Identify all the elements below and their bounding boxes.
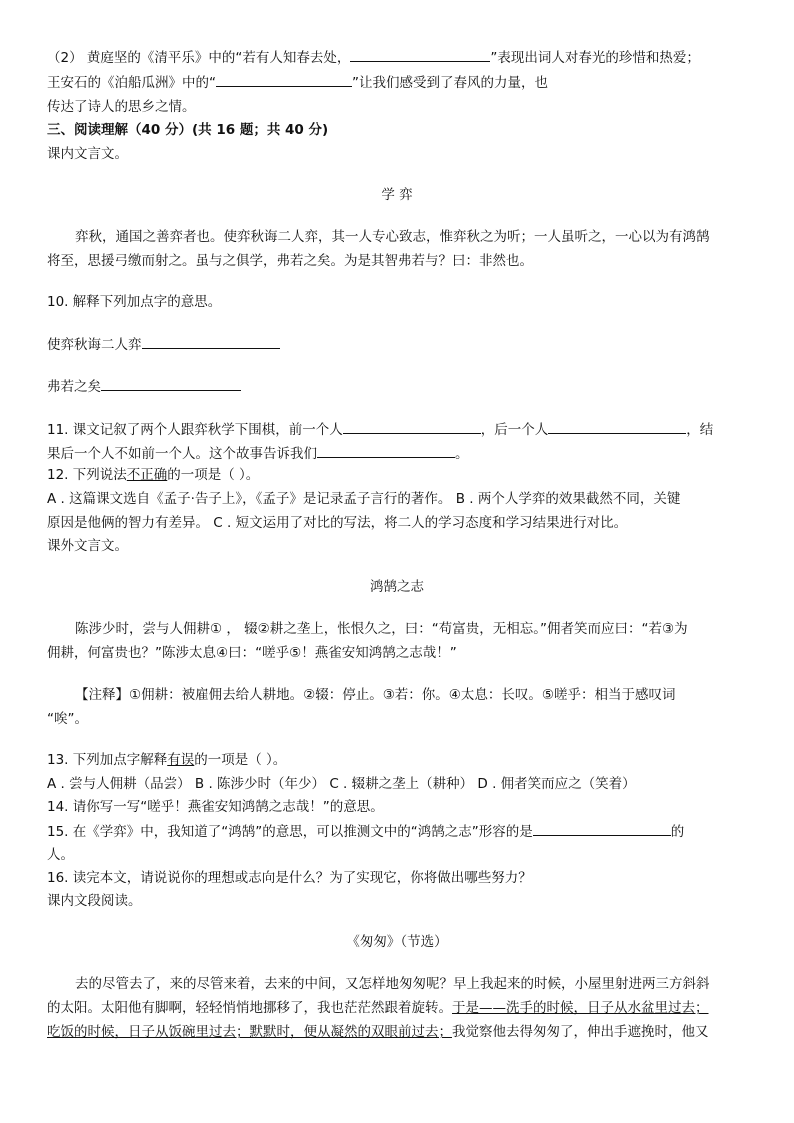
passage-line: 将至，思援弓缴而射之。虽与之俱学，弗若之矣。为是其智弗若与？曰：非然也。 — [47, 253, 533, 269]
question-13-options[interactable]: A . 尝与人佣耕（品尝） B . 陈涉少时（年少） C . 辍耕之垄上（耕种） D . 佣者笑而应之（笑着） — [47, 776, 636, 792]
poetry-question-line-1 — [47, 47, 700, 68]
question-item-text: 使弈秋诲二人弈 — [47, 337, 142, 353]
underlined-keyword: 有误 — [167, 752, 195, 768]
section-intro: 课内文段阅读。 — [47, 893, 142, 909]
answer-blank[interactable] — [216, 72, 352, 87]
passage-text: 的太阳。太阳他有脚啊，轻轻悄悄地挪移了，我也茫茫然跟着旋转。 — [47, 1000, 452, 1016]
underlined-passage-text: 于是——洗手的时候，日子从水盆里过去； — [452, 1000, 709, 1016]
answer-blank[interactable] — [101, 376, 241, 391]
question-text: ，结 — [686, 422, 714, 438]
poetry-text: （2） 黄庭坚的《清平乐》中的“若有人知春去处， — [47, 50, 351, 66]
question-item-text: 弗若之矣 — [47, 379, 101, 395]
question-text: 11. 课文记叙了两个人跟弈秋学下围棋，前一个人 — [47, 422, 343, 438]
passage-line: 佣耕，何富贵也？”陈涉太息④曰：“嗟乎⑤！燕雀安知鸿鹄之志哉！” — [47, 645, 457, 661]
question-11-line-2 — [47, 443, 469, 464]
answer-blank[interactable] — [350, 47, 490, 62]
question-15-line-1 — [47, 821, 684, 842]
passage-title: 学 弈 — [381, 187, 413, 203]
poetry-text: ”让我们感受到了春风的力量，也 — [352, 75, 548, 91]
question-10-item-b — [47, 376, 241, 397]
question-16: 16. 读完本文，请说说你的理想或志向是什么？为了实现它，你将做出哪些努力？ — [47, 870, 532, 886]
passage-line: 去的尽管去了，来的尽管来着，去来的中间，又怎样地匆匆呢？早上我起来的时候，小屋里射进两三方斜斜 — [75, 976, 710, 992]
section-intro: 课内文言文。 — [47, 146, 128, 162]
annotation-line: 【注释】①佣耕：被雇佣去给人耕地。②辍：停止。③若：你。④太息：长叹。⑤嗟乎：相当于感叹词 — [75, 687, 676, 703]
underlined-keyword: 不正确 — [126, 467, 168, 483]
passage-title: 《匆匆》（节选） — [346, 934, 448, 950]
passage-line — [47, 1022, 709, 1042]
annotation-line: “唉”。 — [47, 711, 88, 727]
poetry-question-line-2 — [47, 72, 548, 93]
passage-text: 我觉察他去得匆匆了，伸出手遮挽时，他又 — [452, 1024, 709, 1040]
question-12-stem — [47, 465, 259, 485]
answer-blank[interactable] — [142, 334, 280, 349]
passage-line: 弈秋，通国之善弈者也。使弈秋诲二人弈，其一人专心致志，惟弈秋之为听；一人虽听之，一心以为有鸿鹄 — [75, 229, 710, 245]
answer-blank[interactable] — [533, 821, 671, 836]
question-text: 的 — [670, 824, 685, 840]
question-13-stem — [47, 750, 286, 770]
answer-blank[interactable] — [548, 419, 686, 434]
passage-title: 鸿鹄之志 — [370, 579, 424, 595]
question-10-stem: 10. 解释下列加点字的意思。 — [47, 294, 222, 310]
question-text: 果后一个人不如前一个人。这个故事告诉我们 — [47, 446, 317, 462]
question-10-item-a — [47, 334, 280, 355]
question-text: 13. 下列加点字解释 — [47, 752, 168, 768]
answer-blank[interactable] — [343, 419, 481, 434]
question-14: 14. 请你写一写“嗟乎！燕雀安知鸿鹄之志哉！”的意思。 — [47, 799, 384, 815]
passage-line: 陈涉少时，尝与人佣耕① ， 辍②耕之垄上，怅恨久之，曰：“苟富贵，无相忘。”佣者笑而应曰：“若③为 — [75, 621, 688, 637]
question-text: 15. 在《学弈》中，我知道了“鸿鹄”的意思，可以推测文中的“鸿鹄之志”形容的是 — [47, 824, 533, 840]
answer-blank[interactable] — [317, 443, 455, 458]
poetry-text: ”表现出词人对春光的珍惜和热爱； — [490, 50, 700, 66]
poetry-text: 王安石的《泊船瓜洲》中的“ — [47, 75, 216, 91]
question-text: 的一项是（ ）。 — [167, 467, 260, 483]
section-heading: 三、阅读理解（40 分）(共 16 题；共 40 分) — [47, 122, 329, 138]
question-11-line-1 — [47, 419, 713, 440]
question-text: 。 — [455, 446, 469, 462]
question-text: 的一项是（ ）。 — [194, 752, 287, 768]
question-15-line-2: 人。 — [47, 847, 74, 863]
question-text: 12. 下列说法 — [47, 467, 127, 483]
section-intro: 课外文言文。 — [47, 538, 128, 554]
passage-line — [47, 998, 709, 1018]
question-12-options-line-2[interactable]: 原因是他俩的智力有差异。 C . 短文运用了对比的写法，将二人的学习态度和学习结果进行对比。 — [47, 515, 628, 531]
poetry-question-line-3: 传达了诗人的思乡之情。 — [47, 99, 196, 115]
underlined-passage-text: 吃饭的时候，日子从饭碗里过去；默默时，便从凝然的双眼前过去； — [47, 1024, 452, 1040]
question-12-options-line-1[interactable]: A . 这篇课文选自《孟子·告子上》，《孟子》是记录孟子言行的著作。 B . 两个人学弈的效果截然不同，关键 — [47, 491, 681, 507]
question-text: ，后一个人 — [480, 422, 549, 438]
